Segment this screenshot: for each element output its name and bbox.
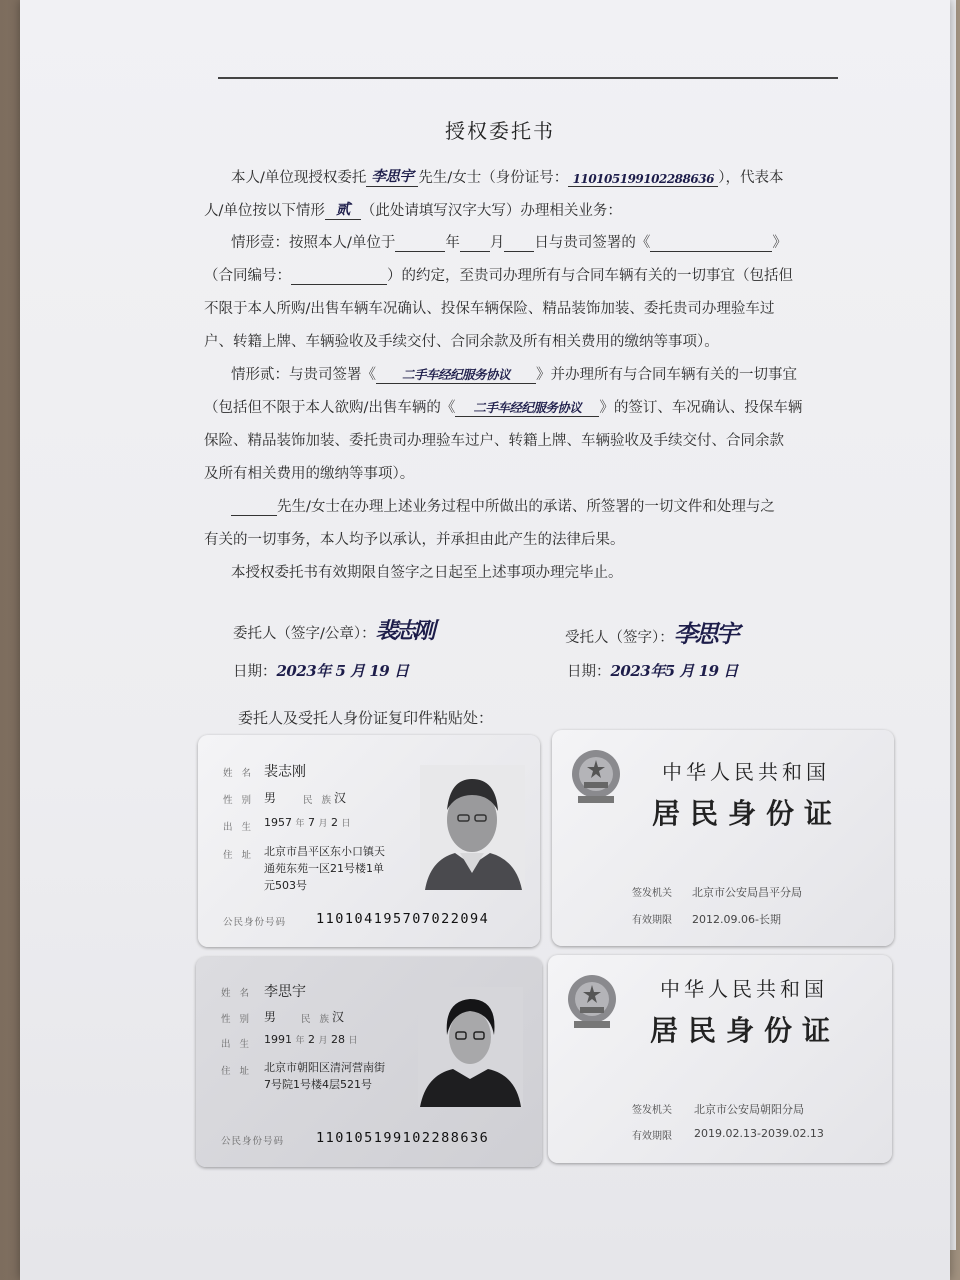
label-name: 姓 名 — [223, 768, 255, 779]
para1-line2 — [204, 198, 622, 220]
day-unit: 日 — [341, 819, 351, 829]
principal-date-row — [233, 660, 408, 681]
text: 本人/单位现授权委托 — [231, 170, 367, 186]
agent-signature: 李思宇 — [673, 619, 737, 648]
text: 日与贵司签署的《 — [534, 235, 651, 251]
principal-name: 裴志刚 — [264, 764, 306, 780]
agent-issuer: 北京市公安局朝阳分局 — [694, 1103, 804, 1116]
label-issuer: 签发机关 — [632, 888, 672, 899]
agent-id-handwritten: 110105199102288636 — [568, 172, 718, 187]
agent-birth — [264, 1033, 358, 1046]
address-line: 北京市昌平区东小口镇天 — [264, 845, 385, 858]
agent-id-back — [548, 955, 892, 1163]
para1-line1 — [231, 165, 784, 187]
principal-address — [264, 843, 385, 894]
text: （合同编号： — [204, 268, 291, 284]
birth-year: 1957 — [264, 816, 292, 829]
date-label: 日期： — [567, 664, 611, 680]
day-unit: 日 — [348, 1036, 358, 1046]
agent-validity: 2019.02.13-2039.02.13 — [694, 1127, 824, 1140]
address-line: 北京市朝阳区清河营南街 — [264, 1061, 385, 1074]
agent-ethnic: 汉 — [332, 1010, 345, 1024]
text: （包括但不限于本人欲购/出售车辆的《 — [204, 400, 456, 416]
agent-date: 2023年5 月 19 日 — [610, 662, 738, 680]
case-number-handwritten: 贰 — [325, 198, 361, 220]
text: ），代表本 — [718, 170, 784, 186]
birth-month: 7 — [308, 816, 316, 829]
label-ethnic: 民 族 — [301, 1014, 333, 1025]
validity-line: 本授权委托书有效期限自签字之日起至上述事项办理完毕止。 — [231, 565, 623, 581]
agent-signature-row — [565, 614, 737, 649]
label-name: 姓 名 — [221, 988, 253, 999]
year-unit: 年 — [295, 819, 305, 829]
agent-id-number: 110105199102288636 — [316, 1130, 490, 1146]
text: 》 — [772, 235, 787, 251]
month-unit: 月 — [318, 819, 328, 829]
date-label: 日期： — [233, 664, 277, 680]
label-sex: 性 别 — [223, 795, 255, 806]
principal-ethnic: 汉 — [334, 791, 347, 805]
label-validity: 有效期限 — [632, 915, 672, 926]
contract-name-handwritten: 二手车经纪服务协议 — [376, 365, 536, 384]
text: 年 — [445, 235, 460, 251]
case2-line1 — [231, 363, 797, 384]
recognition-line2: 有关的一切事务，本人均予以承认，并承担由此产生的法律后果。 — [204, 532, 625, 548]
agent-date-row — [567, 660, 738, 681]
label-issuer: 签发机关 — [632, 1105, 672, 1116]
text: （此处请填写汉字大写）办理相关业务： — [360, 203, 622, 219]
agent-name-handwritten: 李思宇 — [366, 165, 418, 187]
prc-title: 中华人民共和国 — [662, 760, 830, 784]
label-ethnic: 民 族 — [303, 795, 335, 806]
principal-id-number: 110104195707022094 — [316, 911, 490, 927]
principal-validity: 2012.09.06-长期 — [692, 913, 781, 926]
label-validity: 有效期限 — [632, 1131, 672, 1142]
paste-area-label: 委托人及受托人身份证复印件粘贴处： — [238, 709, 494, 727]
blank-contract-no — [291, 268, 387, 285]
case2-line3: 保险、精品装饰加装、委托贵司办理验车过户、转籍上牌、车辆验收及手续交付、合同余款 — [204, 433, 784, 449]
agent-name: 李思宇 — [264, 984, 306, 1000]
principal-id-back — [552, 730, 894, 946]
birth-day: 2 — [331, 816, 339, 829]
principal-id-front — [198, 735, 540, 947]
text: 情形贰：与贵司签署《 — [231, 367, 376, 383]
case2-line4: 及所有相关费用的缴纳等事项）。 — [204, 466, 415, 482]
case2-line2 — [204, 396, 802, 417]
month-unit: 月 — [318, 1036, 328, 1046]
blank-month — [460, 235, 490, 252]
principal-date: 2023年 5 月 19 日 — [276, 662, 409, 680]
principal-issuer: 北京市公安局昌平分局 — [692, 886, 802, 899]
national-emblem-icon — [566, 973, 618, 1031]
blank-agent — [231, 499, 277, 516]
principal-sex: 男 — [264, 791, 277, 805]
birth-month: 2 — [308, 1033, 316, 1046]
case1-line3: 不限于本人所购/出售车辆车况确认、投保车辆保险、精品装饰加装、委托贵司办理验车过 — [204, 301, 775, 317]
agent-sex: 男 — [264, 1010, 277, 1024]
id-card-title: 居民身份证 — [650, 1014, 841, 1047]
birth-year: 1991 — [264, 1033, 292, 1046]
label-birth: 出 生 — [223, 822, 255, 833]
agent-address — [264, 1059, 385, 1093]
blank-year — [395, 235, 445, 252]
address-line: 通苑东苑一区21号楼1单 — [264, 862, 384, 875]
label-idno: 公民身份号码 — [223, 917, 287, 928]
text: ）的约定，至贵司办理所有与合同车辆有关的一切事宜（包括但 — [387, 268, 793, 284]
label-idno: 公民身份号码 — [221, 1136, 285, 1147]
principal-birth — [264, 816, 351, 829]
principal-photo — [420, 765, 525, 890]
national-emblem-icon — [570, 748, 622, 806]
label-sex: 性 别 — [221, 1014, 253, 1025]
case1-line4: 户、转籍上牌、车辆验收及手续交付、合同余款及所有相关费用的缴纳等事项）。 — [204, 334, 719, 350]
text: 先生/女士（身份证号： — [418, 170, 569, 186]
document-title: 授权委托书 — [445, 119, 555, 143]
text: 先生/女士在办理上述业务过程中所做出的承诺、所签署的一切文件和处理与之 — [277, 499, 775, 515]
label-address: 住 址 — [221, 1066, 253, 1077]
agent-id-front — [196, 957, 542, 1167]
address-line: 元503号 — [264, 879, 307, 892]
year-unit: 年 — [295, 1036, 305, 1046]
header-rule — [218, 77, 838, 79]
agent-label: 受托人（签字）： — [565, 630, 674, 646]
principal-signature: 裴志刚 — [375, 618, 433, 644]
id-card-title: 居民身份证 — [652, 797, 843, 830]
case1-line1 — [231, 231, 787, 252]
contract-name2-handwritten: 二手车经纪服务协议 — [455, 398, 599, 417]
text: 人/单位按以下情形 — [204, 203, 325, 219]
principal-signature-row — [233, 614, 433, 645]
text: 》并办理所有与合同车辆有关的一切事宜 — [536, 367, 797, 383]
principal-label: 委托人（签字/公章）： — [233, 626, 376, 642]
prc-title: 中华人民共和国 — [660, 977, 828, 1001]
text: 》的签订、车况确认、投保车辆 — [599, 400, 803, 416]
label-address: 住 址 — [223, 850, 255, 861]
birth-day: 28 — [331, 1033, 346, 1046]
label-birth: 出 生 — [221, 1039, 253, 1050]
agent-photo — [418, 987, 523, 1107]
address-line: 7号院1号楼4层521号 — [264, 1078, 372, 1091]
text: 情形壹：按照本人/单位于 — [231, 235, 396, 251]
case1-line2 — [204, 264, 793, 285]
blank-contract — [650, 235, 772, 252]
text: 月 — [489, 235, 505, 251]
blank-day — [504, 235, 534, 252]
recognition-line1 — [231, 495, 775, 516]
